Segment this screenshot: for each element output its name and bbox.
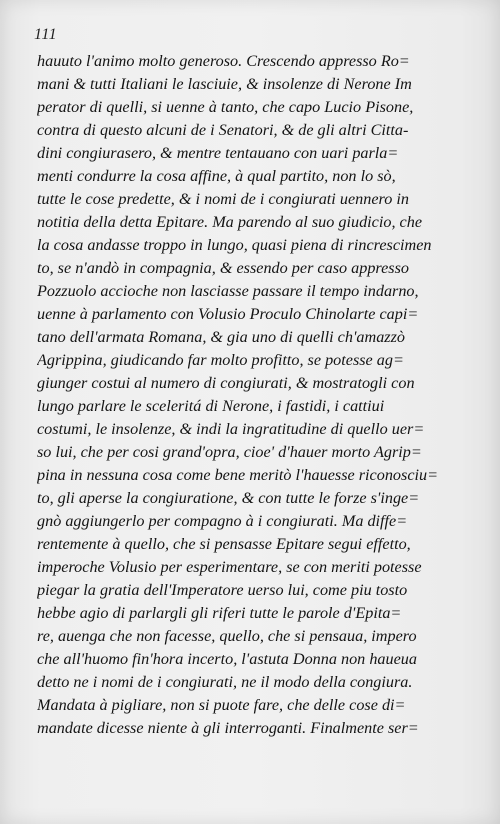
text-line: contra di questo alcuni de i Senatori, & de gli altri Citta-: [37, 121, 409, 139]
text-line: tano dell'armata Romana, & gia uno di quelli ch'amazzò: [37, 328, 405, 346]
text-line: so lui, che per cosi grand'opra, cioe' d'hauer morto Agrip=: [37, 443, 422, 461]
text-line: la cosa andasse troppo in lungo, quasi piena di rincrescimen: [37, 236, 432, 254]
text-line: imperoche Volusio per esperimentare, se con meriti potesse: [37, 558, 422, 576]
text-line: tutte le cose predette, & i nomi de i congiurati uennero in: [37, 190, 409, 208]
text-line: lungo parlare le sceleritá di Nerone, i fastidi, i cattiui: [37, 397, 385, 415]
text-line: to, gli aperse la congiuratione, & con tutte le forze s'inge=: [37, 489, 420, 507]
page-number: 111: [34, 26, 58, 43]
text-line: hebbe agio di parlargli gli riferi tutte le parole d'Epita=: [37, 604, 402, 622]
text-line: pina in nessuna cosa come bene meritò l'hauesse riconosciu=: [37, 466, 439, 484]
text-line: perator di quelli, si uenne à tanto, che capo Lucio Pisone,: [37, 98, 414, 116]
text-line: detto ne i nomi de i congiurati, ne il modo della congiura.: [37, 673, 413, 691]
text-line: piegar la gratia dell'Imperatore uerso lui, come piu tosto: [37, 581, 408, 599]
text-line: Agrippina, giudicando far molto profitto, se potesse ag=: [37, 351, 404, 369]
text-line: mandate dicesse niente à gli interroganti. Finalmente ser=: [37, 719, 419, 737]
body-text: [37, 50, 469, 740]
text-line: notitia della detta Epitare. Ma parendo al suo giudicio, che: [37, 213, 422, 231]
text-line: to, se n'andò in compagnia, & essendo per caso appresso: [37, 259, 409, 277]
text-line: gnò aggiungerlo per compagno à i congiurati. Ma diffe=: [37, 512, 408, 530]
text-line: hauuto l'animo molto generoso. Crescendo appresso Ro=: [37, 52, 410, 70]
text-line: costumi, le insolenze, & indi la ingratitudine di quello uer=: [37, 420, 425, 438]
text-line: uenne à parlamento con Volusio Proculo Chinolarte capi=: [37, 305, 419, 323]
text-line: re, auenga che non facesse, quello, che si pensaua, impero: [37, 627, 417, 645]
text-line: dini congiurasero, & mentre tentauano con uari parla=: [37, 144, 399, 162]
text-line: giunger costui al numero di congiurati, & mostratogli con: [37, 374, 415, 392]
text-line: Pozzuolo accioche non lasciasse passare il tempo indarno,: [37, 282, 419, 300]
text-line: rentemente à quello, che si pensasse Epitare segui effetto,: [37, 535, 411, 553]
text-line: mani & tutti Italiani le lasciuie, & insolenze di Nerone Im: [37, 75, 412, 93]
text-line: che all'huomo fin'hora incerto, l'astuta Donna non haueua: [37, 650, 417, 668]
text-line: Mandata à pigliare, non si puote fare, che delle cose di=: [37, 696, 406, 714]
text-line: menti condurre la cosa affine, à qual partito, non lo sò,: [37, 167, 396, 185]
